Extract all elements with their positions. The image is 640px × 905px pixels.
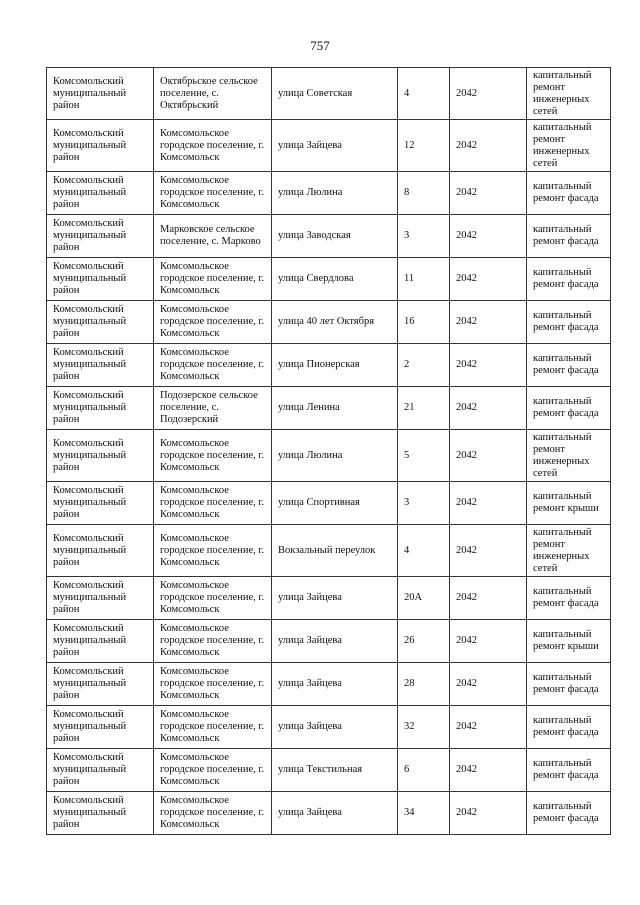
cell-house: 6 <box>398 749 450 792</box>
cell-street: улица Пионерская <box>272 344 398 387</box>
cell-house: 20А <box>398 577 450 620</box>
cell-district: Комсомольский муниципальный район <box>47 301 154 344</box>
cell-district: Комсомольский муниципальный район <box>47 387 154 430</box>
cell-work: капитальный ремонт фасада <box>527 344 611 387</box>
cell-year: 2042 <box>450 215 527 258</box>
cell-year: 2042 <box>450 172 527 215</box>
table-row <box>47 663 611 706</box>
cell-house: 28 <box>398 663 450 706</box>
cell-street: улица Зайцева <box>272 663 398 706</box>
cell-street: улица Свердлова <box>272 258 398 301</box>
cell-street: улица Зайцева <box>272 620 398 663</box>
cell-street: улица 40 лет Октября <box>272 301 398 344</box>
cell-settlement: Комсомольское городское поселение, г. Комсомольск <box>154 663 272 706</box>
cell-street: улица Спортивная <box>272 482 398 525</box>
table-row <box>47 68 611 120</box>
cell-settlement: Комсомольское городское поселение, г. Комсомольск <box>154 792 272 835</box>
cell-district: Комсомольский муниципальный район <box>47 792 154 835</box>
cell-house: 3 <box>398 482 450 525</box>
cell-year: 2042 <box>450 68 527 120</box>
table-row <box>47 525 611 577</box>
table-row <box>47 387 611 430</box>
cell-house: 34 <box>398 792 450 835</box>
cell-house: 5 <box>398 430 450 482</box>
page-number: 757 <box>310 38 330 53</box>
cell-year: 2042 <box>450 706 527 749</box>
cell-work: капитальный ремонт фасада <box>527 258 611 301</box>
cell-work: капитальный ремонт фасада <box>527 387 611 430</box>
cell-street: улица Люлина <box>272 430 398 482</box>
table-row <box>47 215 611 258</box>
table-row <box>47 301 611 344</box>
cell-work: капитальный ремонт фасада <box>527 172 611 215</box>
cell-work: капитальный ремонт фасада <box>527 663 611 706</box>
cell-work: капитальный ремонт инженерных сетей <box>527 120 611 172</box>
cell-house: 3 <box>398 215 450 258</box>
cell-house: 16 <box>398 301 450 344</box>
cell-settlement: Комсомольское городское поселение, г. Комсомольск <box>154 525 272 577</box>
cell-district: Комсомольский муниципальный район <box>47 120 154 172</box>
cell-house: 32 <box>398 706 450 749</box>
cell-street: улица Люлина <box>272 172 398 215</box>
cell-settlement: Комсомольское городское поселение, г. Комсомольск <box>154 172 272 215</box>
cell-year: 2042 <box>450 482 527 525</box>
table-row <box>47 482 611 525</box>
cell-work: капитальный ремонт фасада <box>527 749 611 792</box>
cell-work: капитальный ремонт фасада <box>527 215 611 258</box>
cell-house: 2 <box>398 344 450 387</box>
cell-settlement: Комсомольское городское поселение, г. Комсомольск <box>154 258 272 301</box>
table-row <box>47 258 611 301</box>
cell-work: капитальный ремонт фасада <box>527 301 611 344</box>
cell-street: улица Зайцева <box>272 120 398 172</box>
table-row <box>47 706 611 749</box>
cell-district: Комсомольский муниципальный район <box>47 344 154 387</box>
cell-street: улица Советская <box>272 68 398 120</box>
cell-house: 11 <box>398 258 450 301</box>
cell-settlement: Подозерское сельское поселение, с. Подозерский <box>154 387 272 430</box>
cell-year: 2042 <box>450 663 527 706</box>
cell-house: 12 <box>398 120 450 172</box>
cell-street: улица Заводская <box>272 215 398 258</box>
cell-house: 4 <box>398 525 450 577</box>
cell-house: 21 <box>398 387 450 430</box>
cell-house: 8 <box>398 172 450 215</box>
cell-district: Комсомольский муниципальный район <box>47 215 154 258</box>
cell-work: капитальный ремонт инженерных сетей <box>527 525 611 577</box>
cell-settlement: Октябрьское сельское поселение, с. Октябрьский <box>154 68 272 120</box>
cell-street: улица Зайцева <box>272 577 398 620</box>
table-row <box>47 749 611 792</box>
table-row <box>47 120 611 172</box>
cell-street: улица Текстильная <box>272 749 398 792</box>
cell-work: капитальный ремонт крыши <box>527 620 611 663</box>
cell-year: 2042 <box>450 120 527 172</box>
cell-district: Комсомольский муниципальный район <box>47 663 154 706</box>
cell-work: капитальный ремонт фасада <box>527 792 611 835</box>
cell-year: 2042 <box>450 258 527 301</box>
cell-settlement: Комсомольское городское поселение, г. Комсомольск <box>154 344 272 387</box>
cell-year: 2042 <box>450 792 527 835</box>
cell-year: 2042 <box>450 344 527 387</box>
cell-district: Комсомольский муниципальный район <box>47 258 154 301</box>
cell-district: Комсомольский муниципальный район <box>47 525 154 577</box>
cell-work: капитальный ремонт крыши <box>527 482 611 525</box>
cell-settlement: Комсомольское городское поселение, г. Комсомольск <box>154 620 272 663</box>
cell-settlement: Марковское сельское поселение, с. Марково <box>154 215 272 258</box>
table-row <box>47 620 611 663</box>
cell-district: Комсомольский муниципальный район <box>47 749 154 792</box>
cell-district: Комсомольский муниципальный район <box>47 482 154 525</box>
cell-settlement: Комсомольское городское поселение, г. Комсомольск <box>154 120 272 172</box>
cell-district: Комсомольский муниципальный район <box>47 620 154 663</box>
cell-work: капитальный ремонт инженерных сетей <box>527 68 611 120</box>
cell-district: Комсомольский муниципальный район <box>47 577 154 620</box>
cell-settlement: Комсомольское городское поселение, г. Комсомольск <box>154 577 272 620</box>
cell-year: 2042 <box>450 301 527 344</box>
cell-work: капитальный ремонт фасада <box>527 577 611 620</box>
cell-work: капитальный ремонт инженерных сетей <box>527 430 611 482</box>
housing-repair-table <box>46 67 611 835</box>
cell-district: Комсомольский муниципальный район <box>47 706 154 749</box>
cell-year: 2042 <box>450 749 527 792</box>
cell-house: 4 <box>398 68 450 120</box>
cell-settlement: Комсомольское городское поселение, г. Комсомольск <box>154 749 272 792</box>
cell-district: Комсомольский муниципальный район <box>47 68 154 120</box>
table-row <box>47 430 611 482</box>
cell-work: капитальный ремонт фасада <box>527 706 611 749</box>
table-row <box>47 344 611 387</box>
cell-street: улица Ленина <box>272 387 398 430</box>
cell-street: улица Зайцева <box>272 792 398 835</box>
cell-year: 2042 <box>450 620 527 663</box>
cell-house: 26 <box>398 620 450 663</box>
cell-street: Вокзальный переулок <box>272 525 398 577</box>
cell-settlement: Комсомольское городское поселение, г. Комсомольск <box>154 706 272 749</box>
cell-street: улица Зайцева <box>272 706 398 749</box>
table-row <box>47 577 611 620</box>
cell-settlement: Комсомольское городское поселение, г. Комсомольск <box>154 482 272 525</box>
cell-district: Комсомольский муниципальный район <box>47 430 154 482</box>
cell-settlement: Комсомольское городское поселение, г. Комсомольск <box>154 301 272 344</box>
cell-year: 2042 <box>450 577 527 620</box>
cell-district: Комсомольский муниципальный район <box>47 172 154 215</box>
table-row <box>47 172 611 215</box>
cell-year: 2042 <box>450 525 527 577</box>
cell-year: 2042 <box>450 387 527 430</box>
table-row <box>47 792 611 835</box>
cell-settlement: Комсомольское городское поселение, г. Комсомольск <box>154 430 272 482</box>
cell-year: 2042 <box>450 430 527 482</box>
